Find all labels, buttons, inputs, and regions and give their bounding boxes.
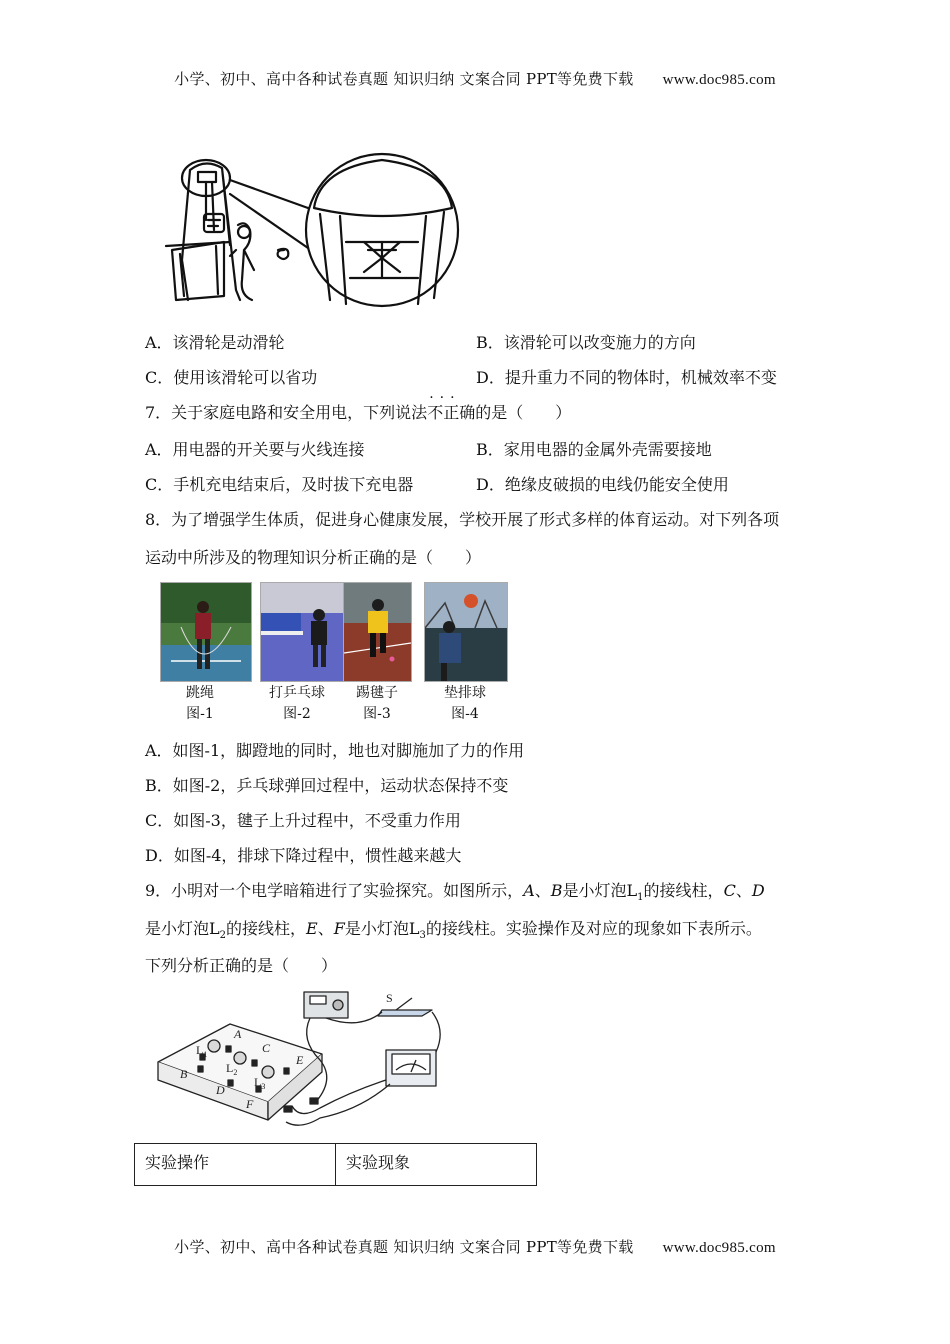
q7-stem (145, 390, 572, 423)
fig2-name: 打乒乓球 (269, 685, 325, 701)
emphasis-dots: ··· (429, 390, 461, 406)
q6-option-b: B．该滑轮可以改变施力的方向 (476, 333, 696, 352)
footer-text: 小学、初中、高中各种试卷真题 知识归纳 文案合同 PPT等免费下载 (174, 1238, 634, 1256)
table-header-phenomenon: 实验现象 (336, 1144, 537, 1186)
q9-var: C (723, 881, 736, 900)
page-footer (0, 1236, 950, 1257)
pulley-illustration (160, 150, 460, 310)
q9-sub: 1 (637, 892, 644, 904)
q6-option-c: C．使用该滑轮可以省功 (145, 368, 318, 387)
photo-jump-rope (160, 582, 252, 682)
terminal-label-c: C (262, 1041, 271, 1055)
fig3-label: 图-3 (363, 706, 391, 722)
q6-option-a: A．该滑轮是动滑轮 (145, 333, 285, 352)
q9-text: 9．小明对一个电学暗箱进行了实验探究。如图所示， (145, 881, 524, 900)
q7-stem-before: 7．关于家庭电路和安全用电，下列说法 (145, 403, 428, 422)
q9-text: 是小灯泡L (145, 919, 220, 938)
table-header-operation: 实验操作 (135, 1144, 336, 1186)
q8-option-c: C．如图-3，毽子上升过程中，不受重力作用 (145, 811, 461, 830)
q8-stem-line1: 8．为了增强学生体质，促进身心健康发展，学校开展了形式多样的体育运动。对下列各项 (145, 510, 780, 529)
q9-text: 是小灯泡L (344, 919, 420, 938)
q9-var: F (333, 919, 345, 938)
table-row (135, 1144, 537, 1186)
bulb-label-l1: $L_1$ (196, 1043, 208, 1059)
q7-option-c: C．手机充电结束后，及时拔下充电器 (145, 475, 414, 494)
bulb-label-l2: $L_2$ (226, 1061, 238, 1077)
q9-text: 的接线柱。实验操作及对应的现象如下表所示。 (425, 919, 762, 938)
q8-option-a: A．如图-1，脚蹬地的同时，地也对脚施加了力的作用 (145, 741, 525, 760)
q9-sub: 2 (219, 930, 227, 942)
footer-url: www.doc985.com (662, 1240, 776, 1256)
terminal-label-f: F (246, 1097, 254, 1111)
header-url: www.doc985.com (662, 72, 776, 88)
q7-stem-after: 的是（ ） (475, 403, 572, 422)
fig1-name: 跳绳 (186, 685, 214, 701)
fig3-name: 踢毽子 (356, 685, 398, 701)
q9-text: 的接线柱， (643, 881, 724, 900)
photo-volleyball (424, 582, 508, 682)
fig1-label: 图-1 (186, 706, 214, 722)
q9-var: B (550, 881, 563, 900)
photo-ping-pong (260, 582, 352, 682)
q9-var: E (306, 919, 318, 938)
q7-stem-emph: 不正确 (427, 403, 476, 422)
terminal-label-d: D (216, 1083, 225, 1097)
q9-stem-line2 (145, 916, 762, 941)
q9-text: 、 (735, 881, 752, 900)
switch-label: S (386, 991, 393, 1005)
q8-stem-line2: 运动中所涉及的物理知识分析正确的是（ ） (145, 548, 482, 567)
photo-shuttlecock (343, 582, 412, 682)
terminal-label-b: B (180, 1067, 188, 1081)
page-header (0, 68, 950, 89)
q9-text: 、 (317, 919, 334, 938)
q8-option-b: B．如图-2，乒乓球弹回过程中，运动状态保持不变 (145, 776, 509, 795)
q7-option-b: B．家用电器的金属外壳需要接地 (476, 440, 712, 459)
header-text: 小学、初中、高中各种试卷真题 知识归纳 文案合同 PPT等免费下载 (174, 70, 634, 88)
q9-var: D (751, 881, 765, 900)
q7-option-a: A．用电器的开关要与火线连接 (145, 440, 365, 459)
q8-option-d: D．如图-4，排球下降过程中，惯性越来越大 (145, 846, 462, 865)
q9-text: 是小灯泡L (562, 881, 638, 900)
q9-text: 的接线柱， (226, 919, 307, 938)
q9-stem-line1 (145, 878, 765, 903)
bulb-label-l3: $L_3$ (254, 1075, 266, 1091)
q7-emphasis (427, 390, 476, 423)
q9-var: A (523, 881, 535, 900)
circuit-diagram (150, 980, 450, 1135)
terminal-label-e: E (296, 1053, 304, 1067)
experiment-table (134, 1143, 537, 1186)
terminal-label-a: A (234, 1027, 242, 1041)
q9-text: 、 (534, 881, 551, 900)
fig2-label: 图-2 (283, 706, 311, 722)
q6-option-d: D．提升重力不同的物体时，机械效率不变 (476, 368, 777, 387)
fig4-label: 图-4 (451, 706, 479, 722)
q7-option-d: D．绝缘皮破损的电线仍能安全使用 (476, 475, 729, 494)
q9-stem-line3: 下列分析正确的是（ ） (145, 956, 338, 975)
fig4-name: 垫排球 (444, 685, 486, 701)
q9-sub: 3 (419, 930, 426, 942)
